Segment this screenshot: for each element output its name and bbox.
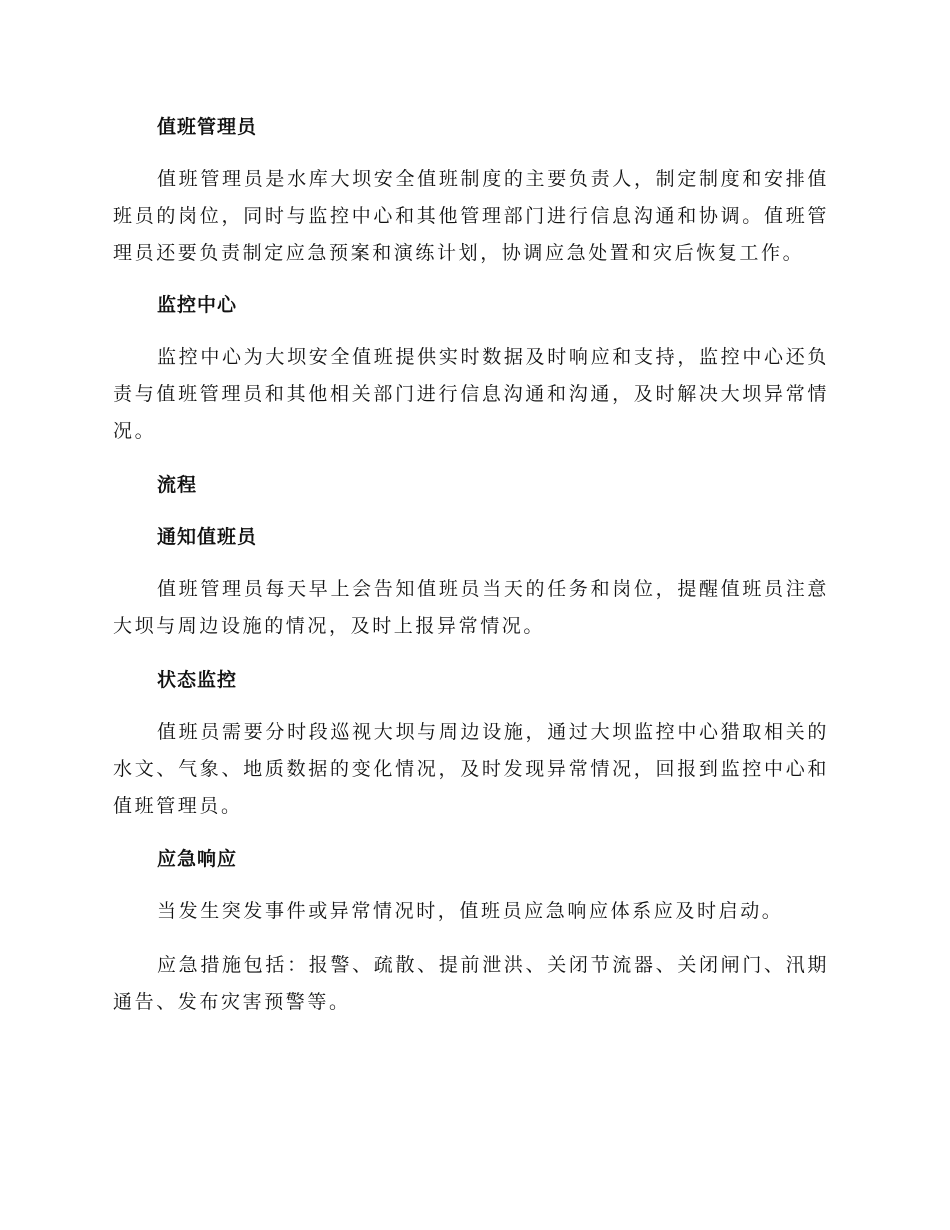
heading-duty-manager: 值班管理员	[157, 116, 258, 138]
paragraph-status-monitoring: 值班员需要分时段巡视大坝与周边设施，通过大坝监控中心猎取相关的水文、气象、地质数据的变化情况，及时发现异常情况，回报到监控中心和值班管理员。	[113, 721, 829, 817]
paragraph-emergency-response-2: 应急措施包括：报警、疏散、提前泄洪、关闭节流器、关闭闸门、汛期通告、发布灾害预警等。	[113, 954, 829, 1013]
paragraph-notify-duty-staff: 值班管理员每天早上会告知值班员当天的任务和岗位，提醒值班员注意大坝与周边设施的情况，及时上报异常情况。	[113, 578, 829, 637]
paragraph-emergency-response-1: 当发生突发事件或异常情况时，值班员应急响应体系应及时启动。	[157, 900, 784, 922]
heading-status-monitoring: 状态监控	[157, 669, 238, 691]
heading-process: 流程	[157, 474, 198, 496]
heading-monitoring-center: 监控中心	[157, 294, 238, 316]
paragraph-duty-manager: 值班管理员是水库大坝安全值班制度的主要负责人，制定制度和安排值班员的岗位，同时与监控中心和其他管理部门进行信息沟通和协调。值班管理员还要负责制定应急预案和演练计划，协调应急处置和灾后恢复工作。	[113, 168, 829, 264]
heading-notify-duty-staff: 通知值班员	[157, 526, 258, 548]
paragraph-monitoring-center: 监控中心为大坝安全值班提供实时数据及时响应和支持，监控中心还负责与值班管理员和其他相关部门进行信息沟通和沟通，及时解决大坝异常情况。	[113, 346, 829, 442]
heading-emergency-response: 应急响应	[157, 848, 238, 870]
